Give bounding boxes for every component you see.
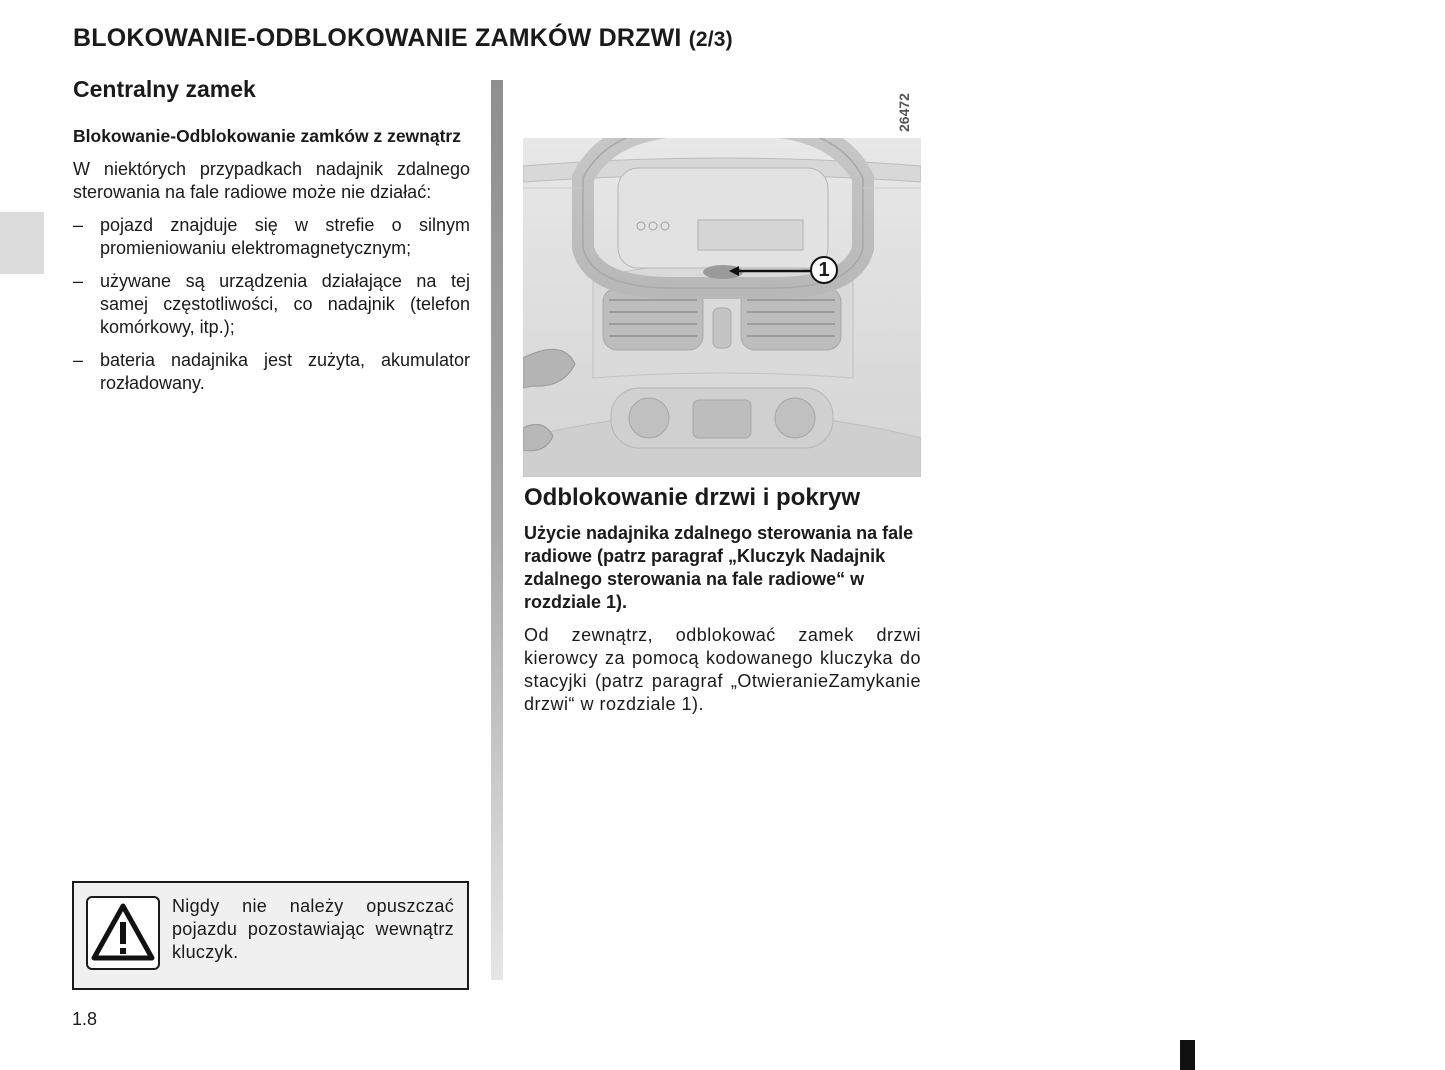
page-title xyxy=(73,24,733,53)
bullet-dash: – xyxy=(73,350,84,370)
page-number: 1.8 xyxy=(72,1009,98,1029)
right-column xyxy=(524,484,921,716)
bullet-dash: – xyxy=(73,215,84,235)
dashboard-drawing xyxy=(523,138,921,477)
list-item-text: pojazd znajduje się w strefie o silnym promieniowaniu elektromagnetycznym; xyxy=(100,215,470,258)
column-divider xyxy=(491,80,503,980)
warning-text: Nigdy nie należy opuszczać pojazdu pozostawiając wewnątrz kluczyk. xyxy=(172,896,454,962)
figure-code: 26472 xyxy=(896,93,912,132)
list-item xyxy=(73,349,470,395)
subheading-remote-control: Użycie nadajnika zdalnego sterowania na fale radiowe (patrz paragraf „Kluczyk Nadajnik zdalnego sterowania na fale radiowe“ w rozdziale 1). xyxy=(524,523,914,612)
chapter-tab xyxy=(0,212,44,274)
list-item-text: używane są urządzenia działające na tej samej częstotliwości, co nadajnik (telefon komórkowy, itp.); xyxy=(100,271,470,337)
conditions-list xyxy=(73,214,470,395)
bullet-dash: – xyxy=(73,271,84,291)
page-title-part: (2/3) xyxy=(688,28,733,51)
warning-triangle-icon xyxy=(86,896,160,970)
section-heading-central-lock: Centralny zamek xyxy=(73,76,256,102)
list-item-text: bateria nadajnika jest zużyta, akumulator rozładowany. xyxy=(100,350,470,393)
list-item xyxy=(73,270,470,339)
list-item xyxy=(73,214,470,260)
left-column xyxy=(73,76,470,405)
callout-marker xyxy=(810,256,838,284)
section-heading-unlocking: Odblokowanie drzwi i pokryw xyxy=(524,484,861,511)
page-title-main: BLOKOWANIE-ODBLOKOWANIE ZAMKÓW DRZWI xyxy=(73,24,682,52)
intro-paragraph: W niektórych przypadkach nadajnik zdalnego sterowania na fale radiowe może nie działać: xyxy=(73,159,470,202)
subheading-locking-from-outside: Blokowanie-Odblokowanie zamków z zewnątrz xyxy=(73,126,461,146)
warning-box xyxy=(72,881,469,990)
unlock-paragraph: Od zewnątrz, odblokować zamek drzwi kierowcy za pomocą kodowanego kluczyka do stacyjki (patrz paragraf „OtwieranieZamykanie drzwi“ w rozdziale 1). xyxy=(524,625,921,714)
dashboard-illustration xyxy=(523,138,921,477)
callout-number: 1 xyxy=(818,258,830,281)
corner-mark xyxy=(1180,1040,1195,1070)
